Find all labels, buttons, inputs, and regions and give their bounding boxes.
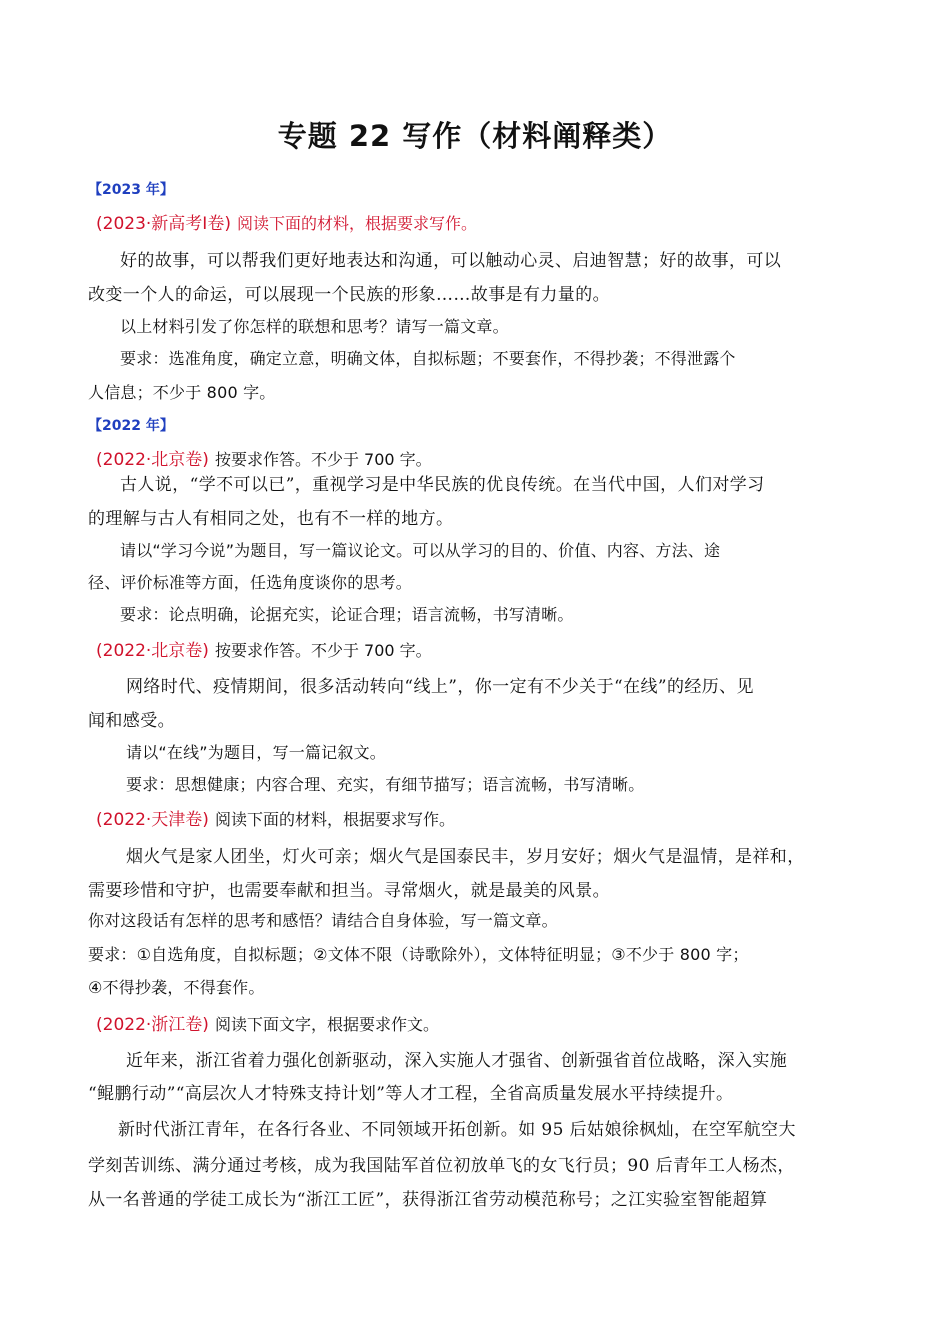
paragraph-line: 古人说，“学不可以已”，重视学习是中华民族的优良传统。在当代中国，人们对学习 [120, 475, 765, 495]
year-heading-2022: 【2022 年】 [88, 418, 174, 434]
paragraph-line: 近年来，浙江省着力强化创新驱动，深入实施人才强省、创新强省首位战略，深入实施 [126, 1051, 788, 1071]
question-instruction: 阅读下面的材料，根据要求写作。 [214, 810, 455, 829]
paragraph-line: 要求：①自选角度，自拟标题；②文体不限（诗歌除外），文体特征明显；③不少于 800 字； [88, 945, 749, 964]
year-heading-2023: 【2023 年】 [88, 182, 174, 198]
question-source: (2022·天津卷) [96, 810, 209, 830]
paragraph-line: 学刻苦训练、满分通过考核，成为我国陆军首位初放单飞的女飞行员；90 后青年工人杨杰， [88, 1156, 795, 1176]
question-source: (2022·北京卷) [96, 641, 209, 661]
paragraph-line: 烟火气是家人团坐，灯火可亲；烟火气是国泰民丰，岁月安好；烟火气是温情，是祥和， [126, 847, 805, 867]
paragraph-line: 从一名普通的学徒工成长为“浙江工匠”，获得浙江省劳动模范称号；之江实验室智能超算 [88, 1190, 768, 1210]
question-header-2023 [96, 209, 477, 234]
paragraph-line: 径、评价标准等方面，任选角度谈你的思考。 [88, 573, 413, 592]
paragraph-line: ④不得抄袭，不得套作。 [88, 978, 265, 997]
paragraph-line: 闻和感受。 [88, 711, 175, 731]
question-source: (2023·新高考Ⅰ卷) [96, 214, 231, 234]
paragraph-line: 人信息；不少于 800 字。 [88, 383, 276, 402]
paragraph-line: 你对这段话有怎样的思考和感悟？请结合自身体验，写一篇文章。 [88, 911, 558, 930]
paragraph-line: 请以“在线”为题目，写一篇记叙文。 [126, 743, 386, 762]
page-title: 专题 22 写作（材料阐释类） [277, 119, 673, 153]
question-instruction: 按要求作答。不少于 700 字。 [214, 450, 432, 469]
question-header-beijing-2 [96, 636, 432, 661]
paragraph-line: 要求：论点明确，论据充实，论证合理；语言流畅，书写清晰。 [120, 605, 574, 624]
question-instruction: 按要求作答。不少于 700 字。 [214, 641, 432, 660]
paragraph-line: 要求：选准角度，确定立意，明确文体，自拟标题；不要套作，不得抄袭；不得泄露个 [120, 349, 736, 368]
paragraph-line: 需要珍惜和守护，也需要奉献和担当。寻常烟火，就是最美的风景。 [88, 881, 610, 901]
question-header-zhejiang [96, 1010, 439, 1035]
paragraph-line: 以上材料引发了你怎样的联想和思考？请写一篇文章。 [120, 317, 509, 336]
paragraph-line: 改变一个人的命运，可以展现一个民族的形象……故事是有力量的。 [88, 285, 610, 305]
paragraph-line: 网络时代、疫情期间，很多活动转向“线上”，你一定有不少关于“在线”的经历、见 [126, 677, 754, 697]
paragraph-line: 请以“学习今说”为题目，写一篇议论文。可以从学习的目的、价值、内容、方法、途 [120, 541, 721, 560]
paragraph-line: 要求：思想健康；内容合理、充实，有细节描写；语言流畅，书写清晰。 [126, 775, 645, 794]
question-source: (2022·浙江卷) [96, 1015, 209, 1035]
question-source: (2022·北京卷) [96, 450, 209, 470]
question-header-beijing-1 [96, 445, 432, 470]
paragraph-line: 好的故事，可以帮我们更好地表达和沟通，可以触动心灵、启迪智慧；好的故事，可以 [120, 251, 782, 271]
paragraph-line: 的理解与古人有相同之处，也有不一样的地方。 [88, 509, 454, 529]
question-instruction: 阅读下面的材料，根据要求写作。 [236, 214, 477, 233]
question-header-tianjin [96, 805, 455, 830]
paragraph-line: “鲲鹏行动”“高层次人才特殊支持计划”等人才工程，全省高质量发展水平持续提升。 [88, 1084, 734, 1104]
paragraph-line: 新时代浙江青年，在各行各业、不同领域开拓创新。如 95 后姑娘徐枫灿，在空军航空大 [118, 1120, 796, 1140]
question-instruction: 阅读下面文字，根据要求作文。 [214, 1015, 439, 1034]
